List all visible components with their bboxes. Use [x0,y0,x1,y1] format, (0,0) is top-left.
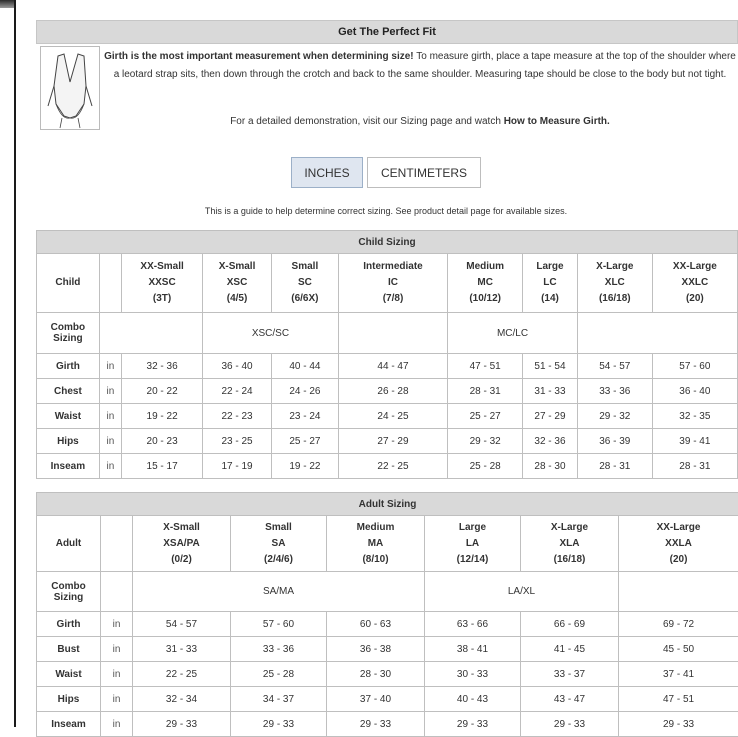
size-header [425,516,521,572]
size-header-line: (16/18) [578,291,652,307]
unit-cell: in [99,429,121,454]
unit-cell: in [99,454,121,479]
unit-cell: in [101,662,133,687]
measurement-cell: 47 - 51 [448,354,523,379]
unit-cell: in [99,379,121,404]
measurement-cell: 25 - 28 [231,662,327,687]
size-header-line: (7/8) [339,291,447,307]
measurement-cell: 45 - 50 [619,637,738,662]
measurement-cell: 25 - 27 [271,429,338,454]
measurement-cell: 32 - 35 [652,404,737,429]
inches-button[interactable]: INCHES [291,157,363,188]
measurement-cell: 30 - 33 [425,662,521,687]
measurement-cell: 23 - 25 [203,429,272,454]
size-header-line: LC [523,275,577,291]
measurement-cell: 24 - 25 [338,404,447,429]
table-row [37,429,738,454]
measurement-cell: 28 - 31 [652,454,737,479]
measurement-cell: 44 - 47 [338,354,447,379]
size-header-line: (6/6X) [272,291,338,307]
size-header-line: (20) [653,291,737,307]
combo-blank [101,572,133,612]
measurement-cell: 23 - 24 [271,404,338,429]
size-header [577,254,652,313]
size-header-line: XLC [578,275,652,291]
size-header-line: XXLA [619,536,738,552]
row-label: Girth [37,354,100,379]
measurement-cell: 26 - 28 [338,379,447,404]
measurement-cell: 32 - 36 [523,429,578,454]
measurement-cell: 29 - 33 [425,712,521,737]
demo-text: For a detailed demonstration, visit our Sizing page and watch [230,116,504,127]
measurement-cell: 57 - 60 [231,612,327,637]
measurement-cell: 29 - 33 [133,712,231,737]
measurement-cell: 51 - 54 [523,354,578,379]
size-header-line: X-Large [521,520,618,536]
measurement-cell: 31 - 33 [133,637,231,662]
size-header-line: SC [272,275,338,291]
size-header-line: MA [327,536,424,552]
unit-cell: in [101,637,133,662]
row-label: Inseam [37,454,100,479]
measurement-cell: 39 - 41 [652,429,737,454]
measurement-cell: 32 - 36 [122,354,203,379]
measurement-cell: 29 - 33 [619,712,738,737]
size-header-line: Intermediate [339,259,447,275]
measurement-cell: 36 - 39 [577,429,652,454]
measurement-cell: 54 - 57 [133,612,231,637]
measurement-cell: 60 - 63 [327,612,425,637]
size-header [231,516,327,572]
measurement-cell: 19 - 22 [271,454,338,479]
combo-blank [619,572,738,612]
size-header-line: MC [448,275,522,291]
unit-header-blank [101,516,133,572]
table-row [37,637,738,662]
row-label: Girth [37,612,101,637]
table-row [37,712,738,737]
unit-cell: in [99,354,121,379]
adult-sizing-table [36,492,738,737]
size-header-line: XX-Small [122,259,202,275]
measurement-cell: 66 - 69 [521,612,619,637]
table-row [37,612,738,637]
combo-sizing-label: Combo Sizing [37,313,100,354]
adult-corner-label: Adult [37,516,101,572]
unit-cell: in [101,712,133,737]
size-header-line: (2/4/6) [231,552,326,568]
measurement-cell: 29 - 32 [577,404,652,429]
measurement-cell: 19 - 22 [122,404,203,429]
measurement-cell: 38 - 41 [425,637,521,662]
table-row [37,379,738,404]
measurement-cell: 57 - 60 [652,354,737,379]
measurement-cell: 32 - 34 [133,687,231,712]
unit-toggle [291,157,481,190]
measurement-cell: 40 - 44 [271,354,338,379]
row-label: Waist [37,404,100,429]
size-header-line: Large [523,259,577,275]
size-header-line: X-Small [203,259,271,275]
combo-sa-ma: SA/MA [133,572,425,612]
measurement-cell: 29 - 32 [448,429,523,454]
table-row [37,687,738,712]
girth-emphasis: Girth is the most important measurement when determining size! [104,51,414,62]
measurement-cell: 29 - 33 [231,712,327,737]
size-header-line: XSA/PA [133,536,230,552]
measurement-cell: 28 - 30 [523,454,578,479]
how-to-measure-link[interactable]: How to Measure Girth. [504,116,610,127]
measurement-cell: 15 - 17 [122,454,203,479]
leotard-illustration-icon [40,46,100,130]
size-header-line: (14) [523,291,577,307]
row-label: Hips [37,429,100,454]
size-header-line: X-Small [133,520,230,536]
measurement-cell: 63 - 66 [425,612,521,637]
size-header [271,254,338,313]
measurement-cell: 25 - 28 [448,454,523,479]
combo-xsc-sc: XSC/SC [203,313,339,354]
measurement-cell: 28 - 31 [577,454,652,479]
girth-text: To measure girth, place a tape measure at the top of the shoulder where a leotard strap sits, then down through the crotch and back to the same shoulder. Measuring tape should be close to the body but not tight. [114,51,736,80]
row-label: Inseam [37,712,101,737]
size-header-line: LA [425,536,520,552]
size-header-line: XLA [521,536,618,552]
measurement-cell: 22 - 25 [338,454,447,479]
measurement-cell: 43 - 47 [521,687,619,712]
measurement-cell: 20 - 23 [122,429,203,454]
combo-blank [577,313,737,354]
measurement-cell: 28 - 31 [448,379,523,404]
measurement-cell: 27 - 29 [523,404,578,429]
combo-la-xl: LA/XL [425,572,619,612]
measurement-cell: 40 - 43 [425,687,521,712]
size-header-line: Medium [448,259,522,275]
measurement-cell: 69 - 72 [619,612,738,637]
unit-cell: in [99,404,121,429]
measurement-cell: 34 - 37 [231,687,327,712]
child-corner-label: Child [37,254,100,313]
measurement-cell: 36 - 40 [652,379,737,404]
measurement-cell: 41 - 45 [521,637,619,662]
row-label: Hips [37,687,101,712]
guide-text: This is a guide to help determine correct sizing. See product detail page for available sizes. [36,206,736,216]
measurement-cell: 22 - 25 [133,662,231,687]
size-header-line: (20) [619,552,738,568]
girth-instructions [104,48,736,84]
size-header [133,516,231,572]
measurement-cell: 24 - 26 [271,379,338,404]
size-header-line: XX-Large [619,520,738,536]
measurement-cell: 25 - 27 [448,404,523,429]
measurement-cell: 47 - 51 [619,687,738,712]
size-header [203,254,272,313]
size-header-line: XXLC [653,275,737,291]
combo-sizing-label: Combo Sizing [37,572,101,612]
size-header-line: XSC [203,275,271,291]
unit-cell: in [101,687,133,712]
size-header-line: X-Large [578,259,652,275]
size-header-line: Small [272,259,338,275]
measurement-cell: 33 - 36 [577,379,652,404]
size-header [327,516,425,572]
measurement-cell: 33 - 36 [231,637,327,662]
size-header [122,254,203,313]
size-header [619,516,738,572]
size-header-line: SA [231,536,326,552]
size-header-line: IC [339,275,447,291]
table-row [37,404,738,429]
table-row [37,454,738,479]
size-header [521,516,619,572]
measurement-cell: 17 - 19 [203,454,272,479]
size-header-line: Medium [327,520,424,536]
table-row [37,662,738,687]
size-header-line: XXSC [122,275,202,291]
row-label: Chest [37,379,100,404]
measurement-cell: 31 - 33 [523,379,578,404]
unit-header-blank [99,254,121,313]
size-header-line: (16/18) [521,552,618,568]
measurement-cell: 33 - 37 [521,662,619,687]
table-row [37,354,738,379]
size-header [338,254,447,313]
measurement-cell: 29 - 33 [521,712,619,737]
unit-cell: in [101,612,133,637]
measurement-cell: 54 - 57 [577,354,652,379]
row-label: Waist [37,662,101,687]
measurement-cell: 29 - 33 [327,712,425,737]
size-header-line: (8/10) [327,552,424,568]
measurement-cell: 36 - 38 [327,637,425,662]
size-header-line: XX-Large [653,259,737,275]
combo-blank [99,313,202,354]
centimeters-button[interactable]: CENTIMETERS [367,157,481,188]
combo-blank [338,313,447,354]
measurement-cell: 36 - 40 [203,354,272,379]
measurement-cell: 28 - 30 [327,662,425,687]
child-sizing-title: Child Sizing [37,231,738,254]
measurement-cell: 37 - 40 [327,687,425,712]
fit-header: Get The Perfect Fit [36,20,738,44]
measurement-cell: 22 - 24 [203,379,272,404]
size-header [652,254,737,313]
size-header [448,254,523,313]
child-sizing-table [36,230,738,479]
row-label: Bust [37,637,101,662]
adult-sizing-title: Adult Sizing [37,493,738,516]
demo-line [104,116,736,127]
combo-mc-lc: MC/LC [448,313,578,354]
size-header-line: Large [425,520,520,536]
measurement-cell: 37 - 41 [619,662,738,687]
size-header-line: Small [231,520,326,536]
measurement-cell: 20 - 22 [122,379,203,404]
size-header-line: (12/14) [425,552,520,568]
measurement-cell: 22 - 23 [203,404,272,429]
measurement-cell: 27 - 29 [338,429,447,454]
size-header-line: (0/2) [133,552,230,568]
size-header-line: (3T) [122,291,202,307]
size-header-line: (10/12) [448,291,522,307]
size-header [523,254,578,313]
size-header-line: (4/5) [203,291,271,307]
